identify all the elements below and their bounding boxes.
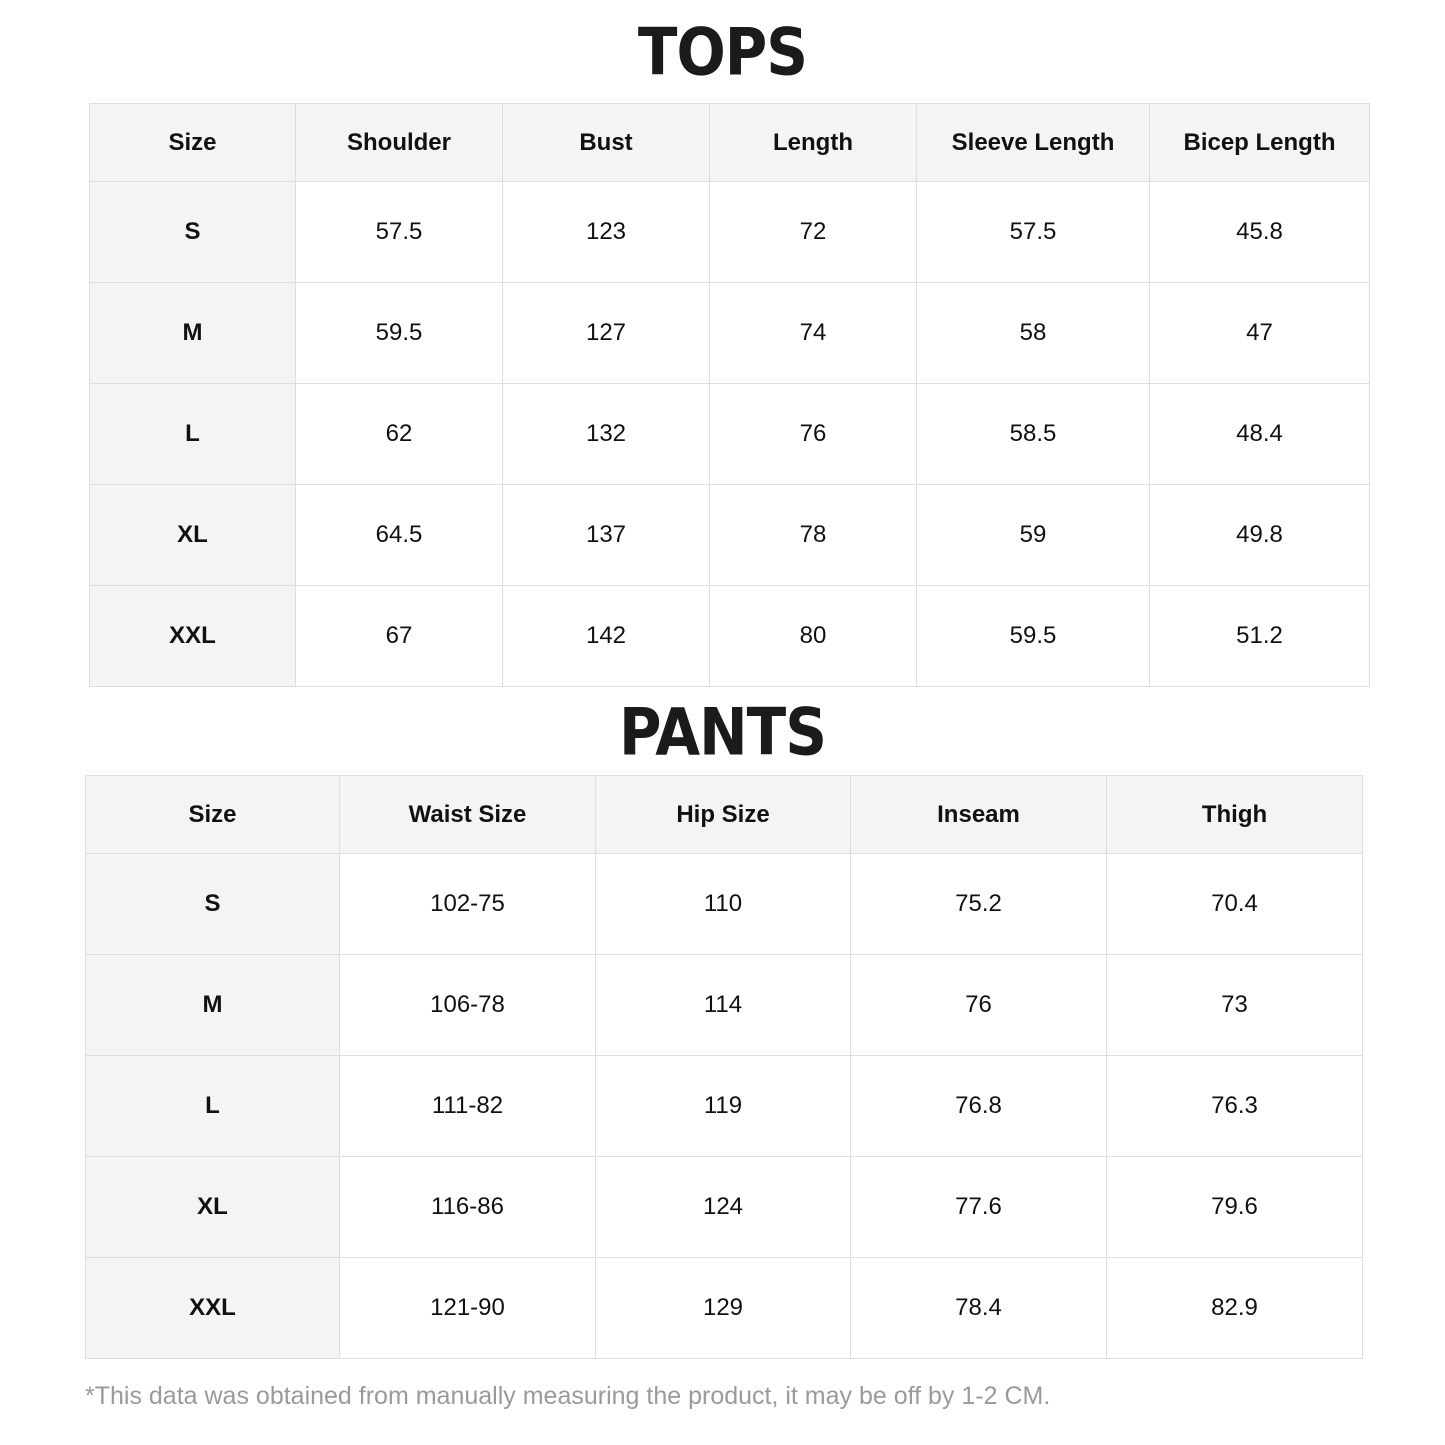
table-cell: 76: [851, 955, 1107, 1056]
table-header-row: [90, 104, 1370, 182]
table-row: [86, 854, 1363, 955]
table-cell: 80: [710, 586, 917, 687]
table-cell: 127: [503, 283, 710, 384]
table-cell: 129: [596, 1258, 851, 1359]
table-cell: 58.5: [917, 384, 1150, 485]
size-cell: S: [90, 182, 296, 283]
table-cell: 48.4: [1150, 384, 1370, 485]
size-cell: M: [86, 955, 340, 1056]
table-cell: 70.4: [1107, 854, 1363, 955]
table-cell: 78.4: [851, 1258, 1107, 1359]
table-cell: 142: [503, 586, 710, 687]
table-cell: 77.6: [851, 1157, 1107, 1258]
table-cell: 57.5: [917, 182, 1150, 283]
tops-title: TOPS: [637, 13, 808, 91]
header-cell: Bicep Length: [1150, 104, 1370, 182]
tops-size-table: [89, 103, 1370, 687]
header-cell: Hip Size: [596, 776, 851, 854]
table-cell: 59: [917, 485, 1150, 586]
table-cell: 102-75: [340, 854, 596, 955]
table-cell: 132: [503, 384, 710, 485]
table-cell: 123: [503, 182, 710, 283]
table-cell: 74: [710, 283, 917, 384]
table-row: [90, 283, 1370, 384]
table-cell: 58: [917, 283, 1150, 384]
table-cell: 137: [503, 485, 710, 586]
table-row: [86, 955, 1363, 1056]
table-cell: 57.5: [296, 182, 503, 283]
header-cell: Waist Size: [340, 776, 596, 854]
table-cell: 76.8: [851, 1056, 1107, 1157]
table-row: [90, 586, 1370, 687]
size-cell: XL: [90, 485, 296, 586]
size-cell: L: [86, 1056, 340, 1157]
table-cell: 116-86: [340, 1157, 596, 1258]
table-cell: 76.3: [1107, 1056, 1363, 1157]
header-cell: Shoulder: [296, 104, 503, 182]
table-cell: 62: [296, 384, 503, 485]
header-cell: Sleeve Length: [917, 104, 1150, 182]
pants-title: PANTS: [619, 693, 826, 771]
table-row: [90, 384, 1370, 485]
table-cell: 51.2: [1150, 586, 1370, 687]
table-row: [86, 1056, 1363, 1157]
table-row: [86, 1258, 1363, 1359]
table-cell: 76: [710, 384, 917, 485]
table-cell: 106-78: [340, 955, 596, 1056]
size-cell: L: [90, 384, 296, 485]
table-cell: 67: [296, 586, 503, 687]
size-cell: M: [90, 283, 296, 384]
table-cell: 59.5: [917, 586, 1150, 687]
header-cell: Size: [90, 104, 296, 182]
measurement-footnote: *This data was obtained from manually measuring the product, it may be off by 1-2 CM.: [85, 1382, 1051, 1410]
table-cell: 114: [596, 955, 851, 1056]
pants-size-table: [85, 775, 1363, 1359]
header-cell: Bust: [503, 104, 710, 182]
table-row: [86, 1157, 1363, 1258]
table-header-row: [86, 776, 1363, 854]
size-cell: XXL: [86, 1258, 340, 1359]
table-row: [90, 182, 1370, 283]
table-cell: 72: [710, 182, 917, 283]
header-cell: Size: [86, 776, 340, 854]
table-row: [90, 485, 1370, 586]
table-cell: 111-82: [340, 1056, 596, 1157]
table-cell: 121-90: [340, 1258, 596, 1359]
table-cell: 119: [596, 1056, 851, 1157]
table-cell: 73: [1107, 955, 1363, 1056]
table-cell: 64.5: [296, 485, 503, 586]
table-cell: 59.5: [296, 283, 503, 384]
size-cell: S: [86, 854, 340, 955]
table-cell: 49.8: [1150, 485, 1370, 586]
table-cell: 75.2: [851, 854, 1107, 955]
size-cell: XL: [86, 1157, 340, 1258]
table-cell: 78: [710, 485, 917, 586]
header-cell: Inseam: [851, 776, 1107, 854]
table-cell: 110: [596, 854, 851, 955]
table-cell: 45.8: [1150, 182, 1370, 283]
header-cell: Thigh: [1107, 776, 1363, 854]
table-cell: 79.6: [1107, 1157, 1363, 1258]
table-cell: 47: [1150, 283, 1370, 384]
table-cell: 82.9: [1107, 1258, 1363, 1359]
table-cell: 124: [596, 1157, 851, 1258]
header-cell: Length: [710, 104, 917, 182]
size-cell: XXL: [90, 586, 296, 687]
